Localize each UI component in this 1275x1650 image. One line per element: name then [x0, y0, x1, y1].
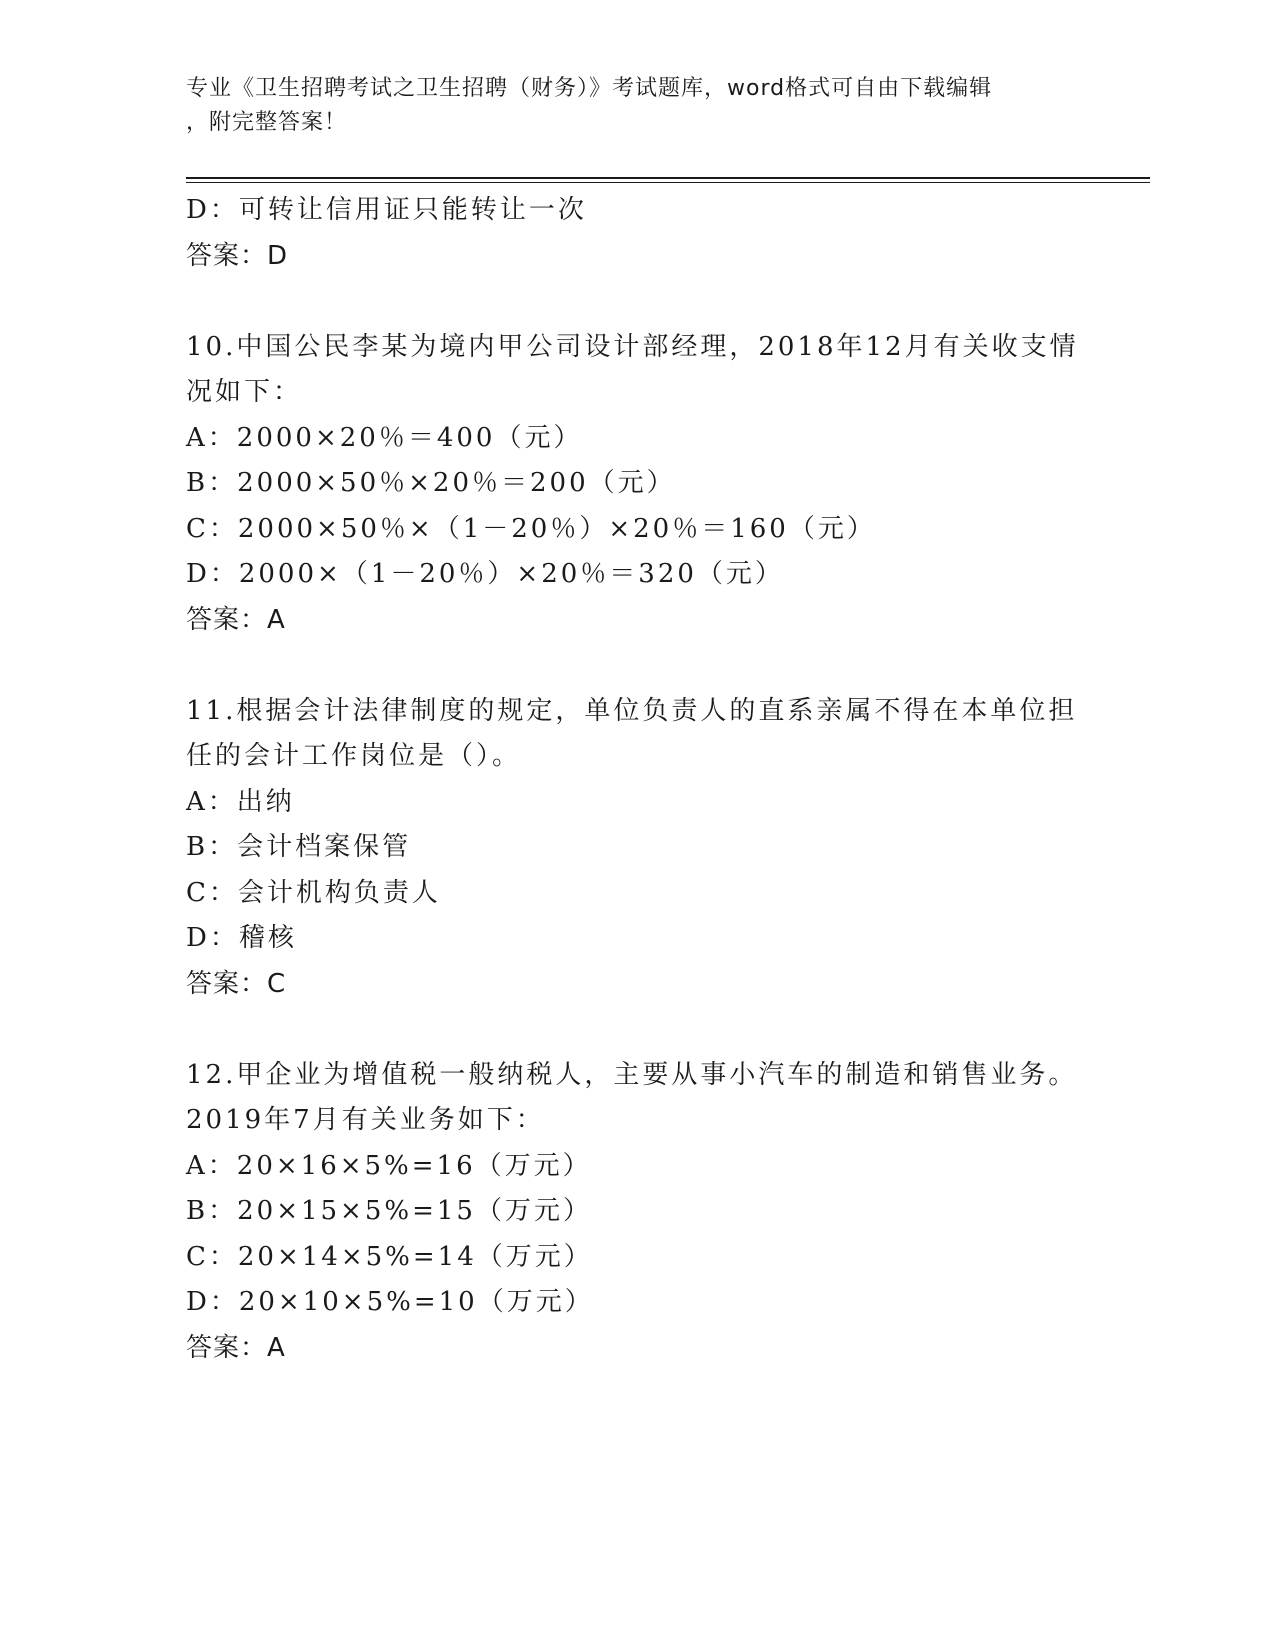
- question-12-answer: 答案：A: [186, 1332, 286, 1363]
- question-11-stem-line-1: 11.根据会计法律制度的规定，单位负责人的直系亲属不得在本单位担: [186, 695, 1078, 726]
- question-12-option-d: D：20×10×5%=10（万元）: [186, 1287, 594, 1317]
- question-12: [186, 1053, 1086, 1372]
- header-line-2: ，附完整答案！: [186, 110, 348, 135]
- question-12-stem-line-1: 12.甲企业为增值税一般纳税人，主要从事小汽车的制造和销售业务。: [186, 1059, 1078, 1090]
- header-line-1: 专业《卫生招聘考试之卫生招聘（财务）》考试题库，word格式可自由下载编辑: [186, 76, 993, 101]
- question-11-stem-line-2: 任的会计工作岗位是（）。: [186, 741, 522, 771]
- spacer: [186, 279, 1086, 325]
- header-rule-thick: [186, 177, 1150, 179]
- question-11-option-a: A：出纳: [186, 786, 295, 817]
- question-12-option-a: A：20×16×5%=16（万元）: [186, 1150, 592, 1181]
- question-10: [186, 325, 1086, 644]
- question-10-option-a: A：2000×20％＝400（元）: [186, 422, 583, 453]
- spacer: [186, 643, 1086, 689]
- question-10-option-b: B：2000×50％×20％＝200（元）: [186, 468, 676, 498]
- question-11: [186, 689, 1086, 1008]
- question-10-stem-line-1: 10.中国公民李某为境内甲公司设计部经理，2018年12月有关收支情: [186, 331, 1079, 362]
- question-10-stem-line-2: 况如下：: [186, 377, 303, 407]
- header-rule-thin: [186, 182, 1150, 183]
- question-12-option-c: C：20×14×5%=14（万元）: [186, 1241, 593, 1272]
- question-12-option-b: B：20×15×5%=15（万元）: [186, 1196, 592, 1226]
- prev-option-d: D：可转让信用证只能转让一次: [186, 195, 587, 225]
- question-list: [186, 188, 1086, 1371]
- question-11-option-c: C：会计机构负责人: [186, 877, 441, 908]
- question-10-answer: 答案：A: [186, 604, 286, 635]
- question-11-answer: 答案：C: [186, 968, 287, 999]
- question-10-option-d: D：2000×（1－20％）×20％＝320（元）: [186, 559, 784, 589]
- page-header: [186, 72, 1066, 140]
- question-10-option-c: C：2000×50％×（1－20％）×20％＝160（元）: [186, 513, 876, 544]
- prev-answer: 答案：D: [186, 240, 289, 271]
- question-11-option-b: B：会计档案保管: [186, 832, 412, 862]
- question-11-option-d: D：稽核: [186, 923, 297, 953]
- spacer: [186, 1007, 1086, 1053]
- question-12-stem-line-2: 2019年7月有关业务如下：: [186, 1105, 545, 1135]
